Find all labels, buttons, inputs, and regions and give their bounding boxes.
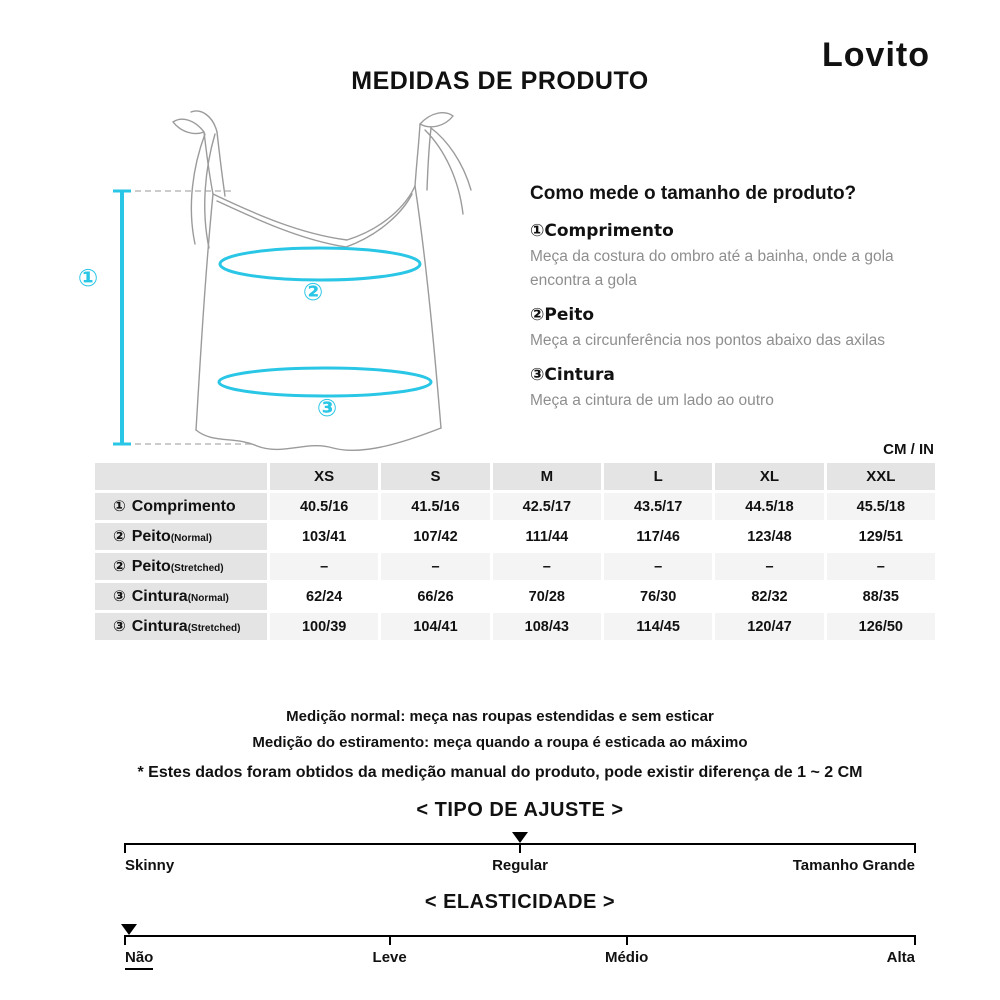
elasticity-label-nao: Não — [125, 949, 153, 970]
fit-tick-start — [124, 843, 126, 853]
elasticity-scale-track — [125, 922, 915, 946]
elasticity-scale-labels — [125, 949, 915, 973]
elasticity-label-medio: Médio — [604, 949, 649, 966]
size-value-cell: – — [381, 553, 489, 580]
size-value-cell: 114/45 — [604, 613, 712, 640]
col-header-l: L — [604, 463, 712, 490]
note-disclaimer: * Estes dados foram obtidos da medição manual do produto, pode existir diferença de 1 ~ 2 CM — [137, 764, 863, 781]
row-label: ③ Cintura(Stretched) — [95, 613, 267, 640]
size-value-cell: 111/44 — [493, 523, 601, 550]
size-value-cell: 120/47 — [715, 613, 823, 640]
size-value-cell: 70/28 — [493, 583, 601, 610]
elasticity-scale-line — [125, 935, 915, 937]
measure-number-1: ① — [77, 264, 99, 292]
waist-measure-ellipse — [219, 368, 431, 396]
col-header-xxl: XXL — [827, 463, 935, 490]
size-value-cell: 41.5/16 — [381, 493, 489, 520]
size-value-cell: 108/43 — [493, 613, 601, 640]
elasticity-label-leve: Leve — [372, 949, 407, 966]
measure-guide — [530, 183, 944, 413]
fit-tick-end — [914, 843, 916, 853]
row-label: ② Peito(Stretched) — [95, 553, 267, 580]
guide-title: Como mede o tamanho de produto? — [530, 183, 857, 204]
guide-desc-comprimento: Meça da costura do ombro até a bainha, onde a gola encontra a gola — [530, 248, 894, 290]
elasticity-tick-leve — [389, 935, 391, 945]
size-value-cell: 45.5/18 — [827, 493, 935, 520]
size-value-cell: 62/24 — [270, 583, 378, 610]
size-value-cell: – — [270, 553, 378, 580]
col-header-xl: XL — [715, 463, 823, 490]
guide-desc-cintura: Meça a cintura de um lado ao outro — [530, 392, 774, 410]
size-value-cell: – — [715, 553, 823, 580]
elasticity-pointer-arrow — [121, 924, 137, 935]
fit-scale-track — [125, 830, 915, 854]
table-row-cintura-stretched — [95, 613, 935, 640]
elasticity-tick-medio — [626, 935, 628, 945]
note-normal-measure: Medição normal: meça nas roupas estendidas e sem esticar — [286, 708, 714, 725]
measure-number-3: ③ — [316, 394, 338, 422]
size-value-cell: 107/42 — [381, 523, 489, 550]
size-value-cell: 104/41 — [381, 613, 489, 640]
size-value-cell: 117/46 — [604, 523, 712, 550]
garment-illustration — [55, 106, 525, 468]
size-table — [92, 460, 938, 643]
size-value-cell: – — [604, 553, 712, 580]
size-value-cell: – — [493, 553, 601, 580]
col-header-xs: XS — [270, 463, 378, 490]
size-value-cell: 88/35 — [827, 583, 935, 610]
fit-label-skinny: Skinny — [125, 857, 175, 874]
fit-type-scale — [125, 799, 915, 881]
fit-label-regular: Regular — [492, 857, 548, 874]
size-value-cell: 82/32 — [715, 583, 823, 610]
fit-tick-middle — [519, 843, 521, 853]
note-stretch-measure: Medição do estiramento: meça quando a roupa é esticada ao máximo — [252, 734, 748, 751]
size-value-cell: 103/41 — [270, 523, 378, 550]
length-measure-line — [113, 191, 131, 444]
units-label: CM / IN — [883, 441, 934, 458]
brand-logo: Lovito — [822, 36, 930, 74]
elasticity-tick-nao — [124, 935, 126, 945]
guide-item-peito: ②Peito — [530, 305, 595, 326]
guide-item-comprimento: ①Comprimento — [530, 221, 674, 241]
size-value-cell: 40.5/16 — [270, 493, 378, 520]
row-label: ② Peito(Normal) — [95, 523, 267, 550]
size-value-cell: 76/30 — [604, 583, 712, 610]
measure-number-2: ② — [302, 278, 324, 306]
table-row-peito-normal — [95, 523, 935, 550]
size-value-cell: – — [827, 553, 935, 580]
fit-pointer-arrow — [512, 832, 528, 843]
elasticity-scale-title: < ELASTICIDADE > — [424, 891, 616, 913]
fit-scale-labels — [125, 857, 915, 881]
size-value-cell: 42.5/17 — [493, 493, 601, 520]
guide-item-cintura: ③Cintura — [530, 365, 615, 386]
elasticity-label-alta: Alta — [886, 949, 915, 966]
size-value-cell: 123/48 — [715, 523, 823, 550]
table-corner-cell — [95, 463, 267, 490]
table-row-comprimento — [95, 493, 935, 520]
fit-label-tamanho-grande: Tamanho Grande — [792, 857, 915, 874]
size-value-cell: 44.5/18 — [715, 493, 823, 520]
table-header-row — [95, 463, 935, 490]
elasticity-scale — [125, 891, 915, 973]
guide-desc-peito: Meça a circunferência nos pontos abaixo das axilas — [530, 332, 885, 350]
notes-section — [0, 704, 1000, 782]
chest-measure-ellipse — [220, 248, 420, 280]
size-value-cell: 66/26 — [381, 583, 489, 610]
col-header-s: S — [381, 463, 489, 490]
table-row-peito-stretched — [95, 553, 935, 580]
row-label: ③ Cintura(Normal) — [95, 583, 267, 610]
page-title: MEDIDAS DE PRODUTO — [351, 66, 649, 95]
size-value-cell: 100/39 — [270, 613, 378, 640]
elasticity-tick-alta — [914, 935, 916, 945]
size-value-cell: 129/51 — [827, 523, 935, 550]
col-header-m: M — [493, 463, 601, 490]
table-row-cintura-normal — [95, 583, 935, 610]
fit-scale-title: < TIPO DE AJUSTE > — [416, 799, 624, 821]
size-value-cell: 43.5/17 — [604, 493, 712, 520]
size-value-cell: 126/50 — [827, 613, 935, 640]
row-label: ① Comprimento — [95, 493, 267, 520]
